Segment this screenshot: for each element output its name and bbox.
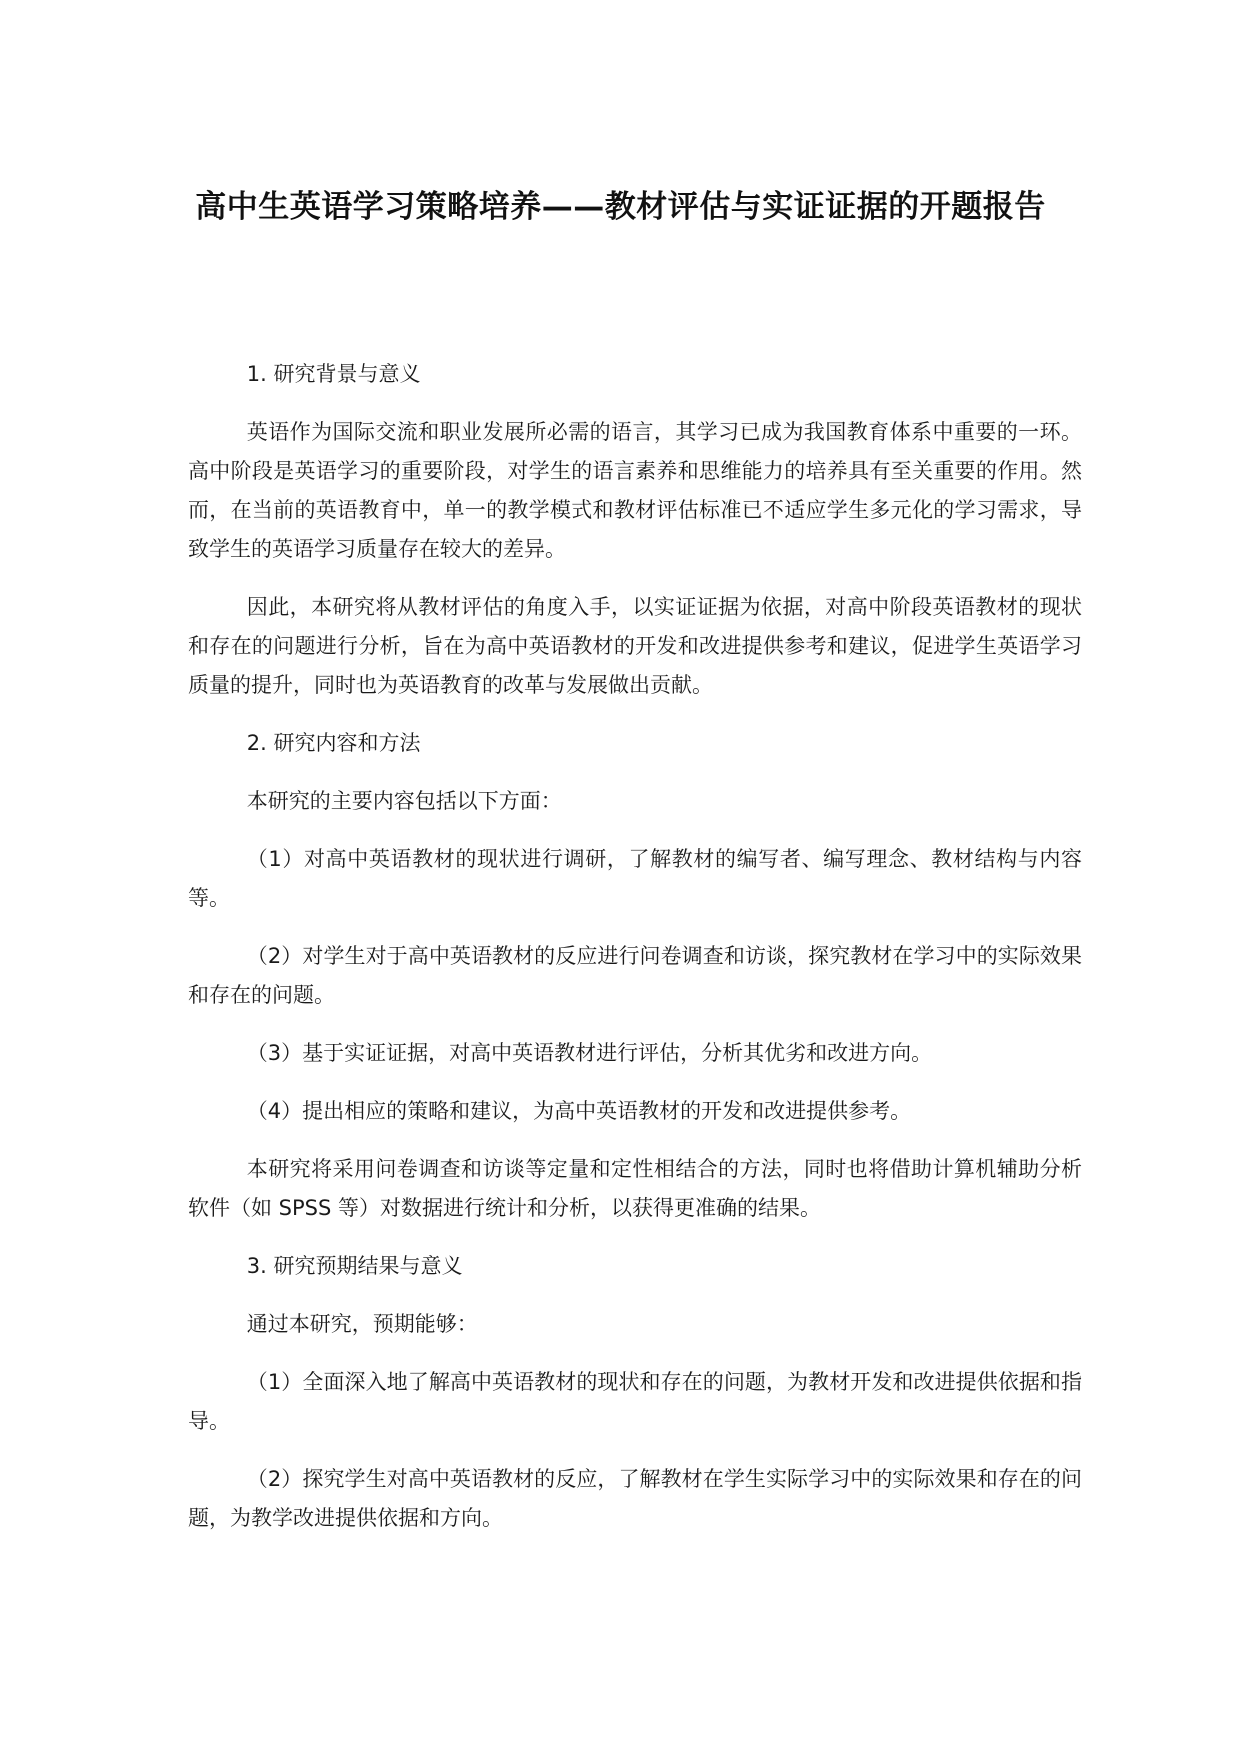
document-title: 高中生英语学习策略培养——教材评估与实证证据的开题报告 — [195, 189, 1046, 225]
document-body — [188, 355, 1082, 1557]
list-item: （2）对学生对于高中英语教材的反应进行问卷调查和访谈，探究教材在学习中的实际效果和存在的问题。 — [188, 944, 1082, 1007]
list-item: （4）提出相应的策略和建议，为高中英语教材的开发和改进提供参考。 — [246, 1099, 912, 1123]
section-heading-content-methods: 2. 研究内容和方法 — [246, 731, 421, 755]
list-item: （1）全面深入地了解高中英语教材的现状和存在的问题，为教材开发和改进提供依据和指导。 — [188, 1370, 1082, 1433]
paragraph: 本研究将采用问卷调查和访谈等定量和定性相结合的方法，同时也将借助计算机辅助分析软件（如 SPSS 等）对数据进行统计和分析，以获得更准确的结果。 — [188, 1157, 1082, 1220]
paragraph: 本研究的主要内容包括以下方面： — [246, 789, 562, 813]
paragraph: 通过本研究，预期能够： — [246, 1312, 478, 1336]
list-item: （2）探究学生对高中英语教材的反应，了解教材在学生实际学习中的实际效果和存在的问题，为教学改进提供依据和方向。 — [188, 1467, 1082, 1530]
list-item: （1）对高中英语教材的现状进行调研，了解教材的编写者、编写理念、教材结构与内容等。 — [188, 847, 1082, 910]
paragraph: 英语作为国际交流和职业发展所必需的语言，其学习已成为我国教育体系中重要的一环。高中阶段是英语学习的重要阶段，对学生的语言素养和思维能力的培养具有至关重要的作用。然而，在当前的英语教育中，单一的教学模式和教材评估标准已不适应学生多元化的学习需求，导致学生的英语学习质量存在较大的差异。 — [188, 420, 1082, 561]
list-item: （3）基于实证证据，对高中英语教材进行评估，分析其优劣和改进方向。 — [246, 1041, 933, 1065]
paragraph: 因此，本研究将从教材评估的角度入手，以实证证据为依据，对高中阶段英语教材的现状和存在的问题进行分析，旨在为高中英语教材的开发和改进提供参考和建议，促进学生英语学习质量的提升，同时也为英语教育的改革与发展做出贡献。 — [188, 595, 1082, 697]
section-heading-background: 1. 研究背景与意义 — [246, 362, 421, 386]
section-heading-expected-results: 3. 研究预期结果与意义 — [246, 1254, 463, 1278]
